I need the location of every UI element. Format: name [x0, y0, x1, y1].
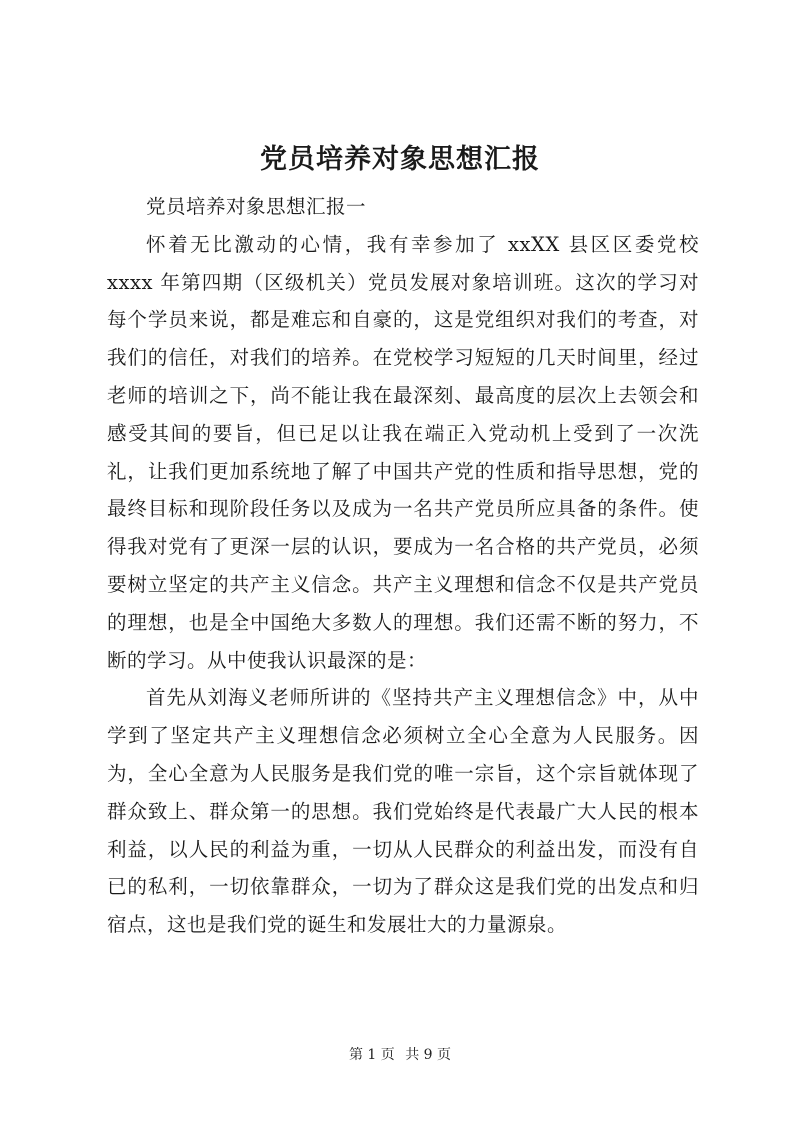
- document-title: 党员培养对象思想汇报: [260, 144, 540, 175]
- document-body: [107, 188, 699, 944]
- body-paragraph: 首先从刘海义老师所讲的《坚持共产主义理想信念》中，从中学到了坚定共产主义理想信念必须树立全心全意为人民服务。因为，全心全意为人民服务是我们党的唯一宗旨，这个宗旨就体现了群众致上、群众第一的思想。我们党始终是代表最广大人民的根本利益，以人民的利益为重，一切从人民群众的利益出发，而没有自已的私利，一切依靠群众，一切为了群众这是我们党的出发点和归宿点，这也是我们党的诞生和发展壮大的力量源泉。: [107, 686, 699, 937]
- page-count: 共 9 页: [405, 1047, 452, 1063]
- section-heading: 党员培养对象思想汇报一: [146, 195, 367, 218]
- page-number: 第 1 页: [348, 1047, 395, 1063]
- body-paragraph: 怀着无比激动的心情，我有幸参加了 xxXX 县区区委党校 xxxx 年第四期（区级机关）党员发展对象培训班。这次的学习对每个学员来说，都是难忘和自豪的，这是党组织对我们的考查，对我们的信任，对我们的培养。在党校学习短短的几天时间里，经过老师的培训之下，尚不能让我在最深刻、最高度的层次上去领会和感受其间的要旨，但已足以让我在端正入党动机上受到了一次洗礼，让我们更加系统地了解了中国共产党的性质和指导思想，党的最终目标和现阶段任务以及成为一名共产党员所应具备的条件。使得我对党有了更深一层的认识，要成为一名合格的共产党员，必须要树立坚定的共产主义信念。共产主义理想和信念不仅是共产党员的理想，也是全中国绝大多数人的理想。我们还需不断的努力，不断的学习。从中使我认识最深的是：: [107, 232, 699, 672]
- page-footer: [0, 1045, 800, 1065]
